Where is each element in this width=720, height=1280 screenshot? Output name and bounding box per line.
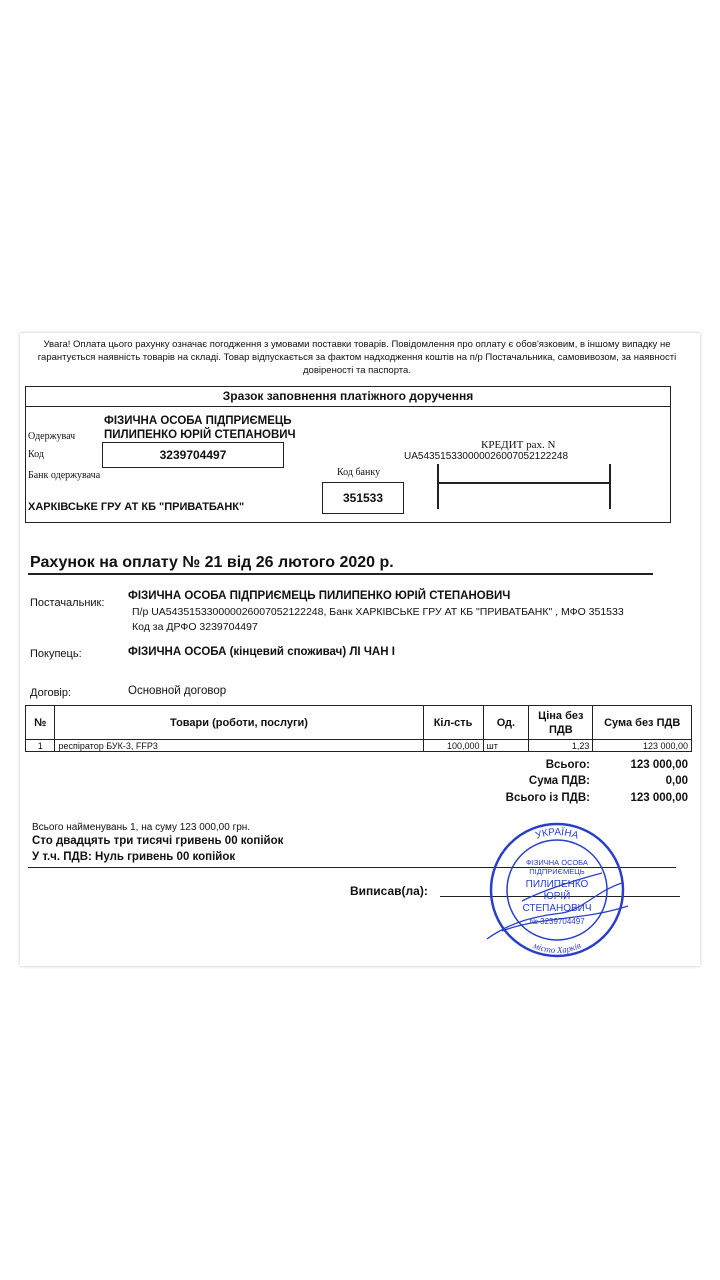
items-table (25, 705, 692, 752)
buyer-label: Покупець: (30, 648, 82, 660)
cell-unit: шт (483, 740, 529, 752)
col-header-qty: Кіл-сть (423, 706, 483, 740)
table-header-row (26, 706, 692, 740)
stamp-line-2: ПІДПРИЄМЕЦЬ (529, 867, 585, 876)
cell-qty: 100,000 (423, 740, 483, 752)
code-label: Код (28, 449, 44, 460)
contract-label: Договір: (30, 687, 72, 699)
credit-label: КРЕДИТ рах. N (481, 439, 556, 451)
recipient-label: Одержувач (28, 431, 76, 442)
col-header-price (529, 706, 593, 740)
bank-code-label: Код банку (337, 467, 381, 478)
stamp-bottom-text: місто Харків (531, 940, 583, 956)
supplier-code: Код за ДРФО 3239704497 (132, 621, 258, 633)
total-value: 123 000,00 (630, 759, 688, 771)
summary-vat-words: У т.ч. ПДВ: Нуль гривень 00 копійок (32, 851, 236, 863)
bank-code-box: 351533 (322, 482, 404, 514)
credit-account-frame (437, 464, 611, 509)
payment-notice: Увага! Оплата цього рахунку означає погодження з умовами поставки товарів. Повідомлення про оплату є обов'язковим, в іншому випадку не гарантується наявність товарів на складі. Товар відпускається за фактом надходження коштів на п/р Постачальника, самовивозом, за наявності довіреності та паспорта. (37, 339, 677, 376)
contract-value: Основной договор (128, 685, 227, 697)
stamp-outer-ring (491, 824, 623, 956)
payment-sample-divider (26, 406, 670, 407)
payment-sample-title: Зразок заповнення платіжного доручення (222, 389, 474, 403)
summary-count: Всього найменувань 1, на суму 123 000,00 грн. (32, 822, 251, 833)
recipient-code-box: 3239704497 (102, 442, 284, 468)
supplier-label: Постачальник: (30, 597, 105, 609)
stamp-line-1: ФІЗИЧНА ОСОБА (526, 858, 588, 867)
cell-no: 1 (26, 740, 55, 752)
credit-account: UA543515330000026007052122248 (404, 451, 569, 462)
buyer-name: ФІЗИЧНА ОСОБА (кінцевий споживач) ЛІ ЧАН І (128, 646, 395, 658)
issued-by-label: Виписав(ла): (350, 884, 428, 898)
col-header-price-line1: Ціна без (538, 709, 584, 722)
col-header-goods: Товари (роботи, послуги) (55, 706, 423, 740)
official-stamp (482, 821, 632, 959)
total-with-vat-label: Всього із ПДВ: (505, 792, 590, 804)
cell-goods: респіратор БУК-3, FFP3 (55, 740, 423, 752)
col-header-sum: Сума без ПДВ (593, 706, 692, 740)
col-header-price-line2: ПДВ (548, 723, 573, 736)
cell-sum: 123 000,00 (593, 740, 692, 752)
recipient-name-line1: ФІЗИЧНА ОСОБА ПІДПРИЄМЕЦЬ (104, 415, 292, 427)
credit-account-underline (437, 482, 611, 484)
title-divider (28, 573, 653, 575)
col-header-unit: Од. (483, 706, 529, 740)
invoice-title: Рахунок на оплату № 21 від 26 лютого 2020 р. (30, 554, 394, 571)
stamp-line-5: СТЕПАНОВИЧ (522, 903, 592, 914)
bank-label: Банк одержувача (28, 470, 101, 481)
cell-price: 1,23 (529, 740, 593, 752)
col-header-no: № (26, 706, 55, 740)
total-with-vat-value: 123 000,00 (630, 792, 688, 804)
stamp-line-6: № 3239704497 (529, 917, 585, 926)
vat-label: Сума ПДВ: (528, 775, 590, 787)
stamp-line-4: ЮРІЙ (543, 891, 571, 902)
bank-name: ХАРКІВСЬКЕ ГРУ АТ КБ "ПРИВАТБАНК" (28, 501, 245, 513)
supplier-details: П/р UA543515330000026007052122248, Банк ХАРКІВСЬКЕ ГРУ АТ КБ "ПРИВАТБАНК" , МФО 351533 (132, 606, 624, 618)
recipient-name-line2: ПИЛИПЕНКО ЮРІЙ СТЕПАНОВИЧ (104, 429, 296, 441)
table-row (26, 740, 692, 752)
stamp-top-text: УКРАЇНА (534, 826, 580, 842)
summary-amount-words: Сто двадцять три тисячі гривень 00 копійок (32, 835, 284, 847)
vat-value: 0,00 (665, 775, 688, 787)
supplier-name: ФІЗИЧНА ОСОБА ПІДПРИЄМЕЦЬ ПИЛИПЕНКО ЮРІЙ СТЕПАНОВИЧ (128, 590, 511, 602)
invoice-document (20, 333, 700, 966)
total-label: Всього: (545, 759, 590, 771)
stamp-line-3: ПИЛИПЕНКО (525, 879, 589, 890)
payment-sample-box (25, 386, 671, 523)
